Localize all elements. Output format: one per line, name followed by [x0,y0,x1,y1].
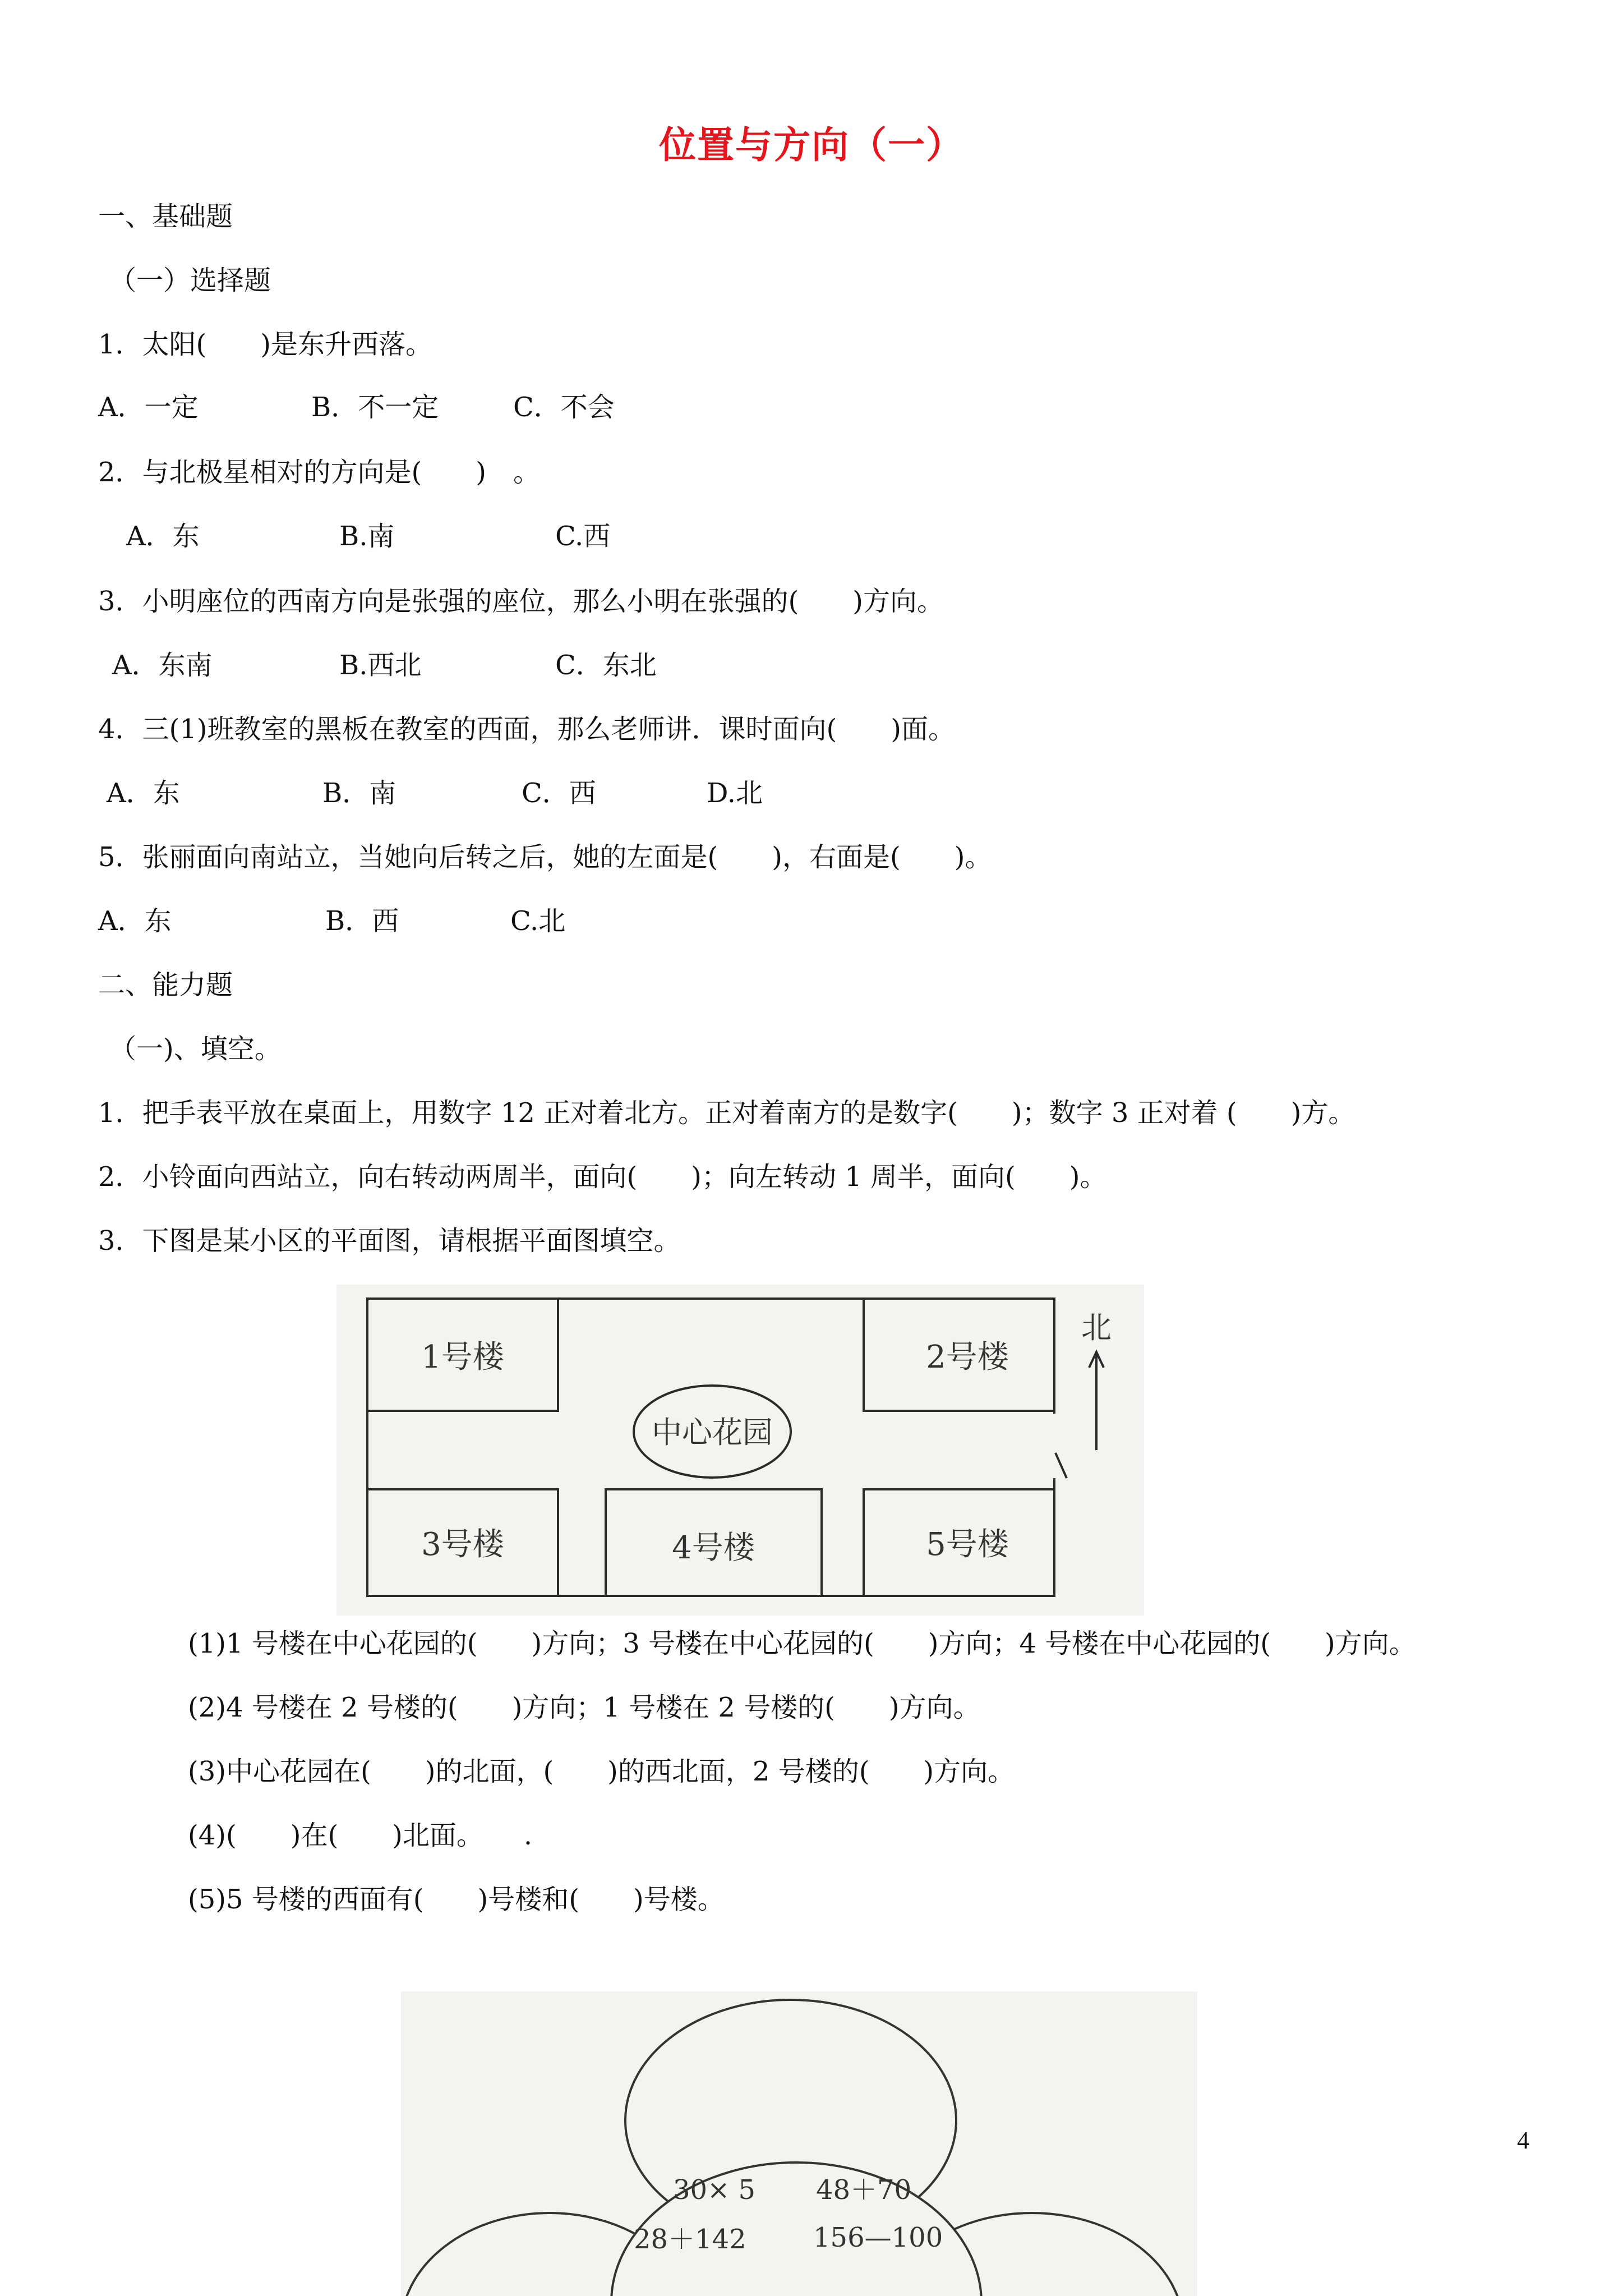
sub-question: (5)5 号楼的西面有( )号楼和( )号楼。 [188,1884,725,1915]
option: C.西 [555,521,611,552]
building-4-label: 4号楼 [672,1530,755,1566]
option: A．东 [126,521,200,552]
question-stem: 1．太阳( )是东升西落。 [98,329,432,360]
fill-question: 2．小铃面向西站立，向右转动两周半，面向( )；向左转动 1 周半，面向( )。 [98,1161,1107,1193]
option: B.西北 [339,650,422,681]
question-stem: 2．与北极星相对的方向是( ) 。 [98,457,540,488]
section-subheading: （一）选择题 [109,265,271,296]
option: C．东北 [555,650,657,681]
option: A．一定 [98,392,199,423]
garden-label: 中心花园 [652,1415,773,1450]
option: C．不会 [513,392,615,423]
expression: 156—100 [813,2222,943,2253]
north-label: 北 [1081,1310,1112,1345]
question-stem: 4．三(1)班教室的黑板在教室的西面，那么老师讲．课时面向( )面。 [98,714,955,745]
option: A．东 [107,777,180,809]
option: C.北 [510,905,566,937]
section-heading: 二、能力题 [98,969,233,1001]
option: D.北 [707,777,763,809]
fill-question: 3．下图是某小区的平面图，请根据平面图填空。 [98,1225,681,1257]
building-3-label: 3号楼 [421,1526,504,1563]
fill-question: 1．把手表平放在桌面上，用数字 12 正对着北方。正对着南方的是数字( )；数字 3 正对着 ( )方。 [98,1097,1355,1129]
option: B．不一定 [311,392,439,423]
option: B．西 [325,905,399,937]
question-stem: 5．张丽面向南站立，当她向后转之后，她的左面是( )，右面是( )。 [98,841,992,873]
option: B．南 [322,777,396,809]
building-2-label: 2号楼 [926,1339,1009,1375]
expression: 28＋142 [634,2224,746,2255]
bubble-figure [401,1991,1197,2296]
building-1-label: 1号楼 [421,1339,504,1375]
community-map [336,1285,1144,1616]
option: B.南 [339,521,395,552]
option: A．东南 [112,650,213,681]
sub-question: (4)( )在( )北面。 . [188,1820,533,1851]
expression: 30× 5 [673,2174,756,2206]
question-stem: 3．小明座位的西南方向是张强的座位，那么小明在张强的( )方向。 [98,586,944,617]
page-number: 4 [1517,2127,1529,2154]
page-title: 位置与方向（一） [659,123,964,167]
expression: 48＋70 [816,2174,912,2206]
sub-question: (2)4 号楼在 2 号楼的( )方向；1 号楼在 2 号楼的( )方向。 [188,1692,980,1723]
building-5-label: 5号楼 [926,1526,1009,1563]
section-subheading: （一)、填空。 [109,1033,282,1065]
sub-question: (3)中心花园在( )的北面，( )的西北面，2 号楼的( )方向。 [188,1756,1015,1787]
sub-question: (1)1 号楼在中心花园的( )方向；3 号楼在中心花园的( )方向；4 号楼在中心花园的( )方向。 [188,1628,1416,1659]
section-heading: 一、基础题 [98,201,233,232]
option: A．东 [98,905,172,937]
option: C．西 [522,777,596,809]
